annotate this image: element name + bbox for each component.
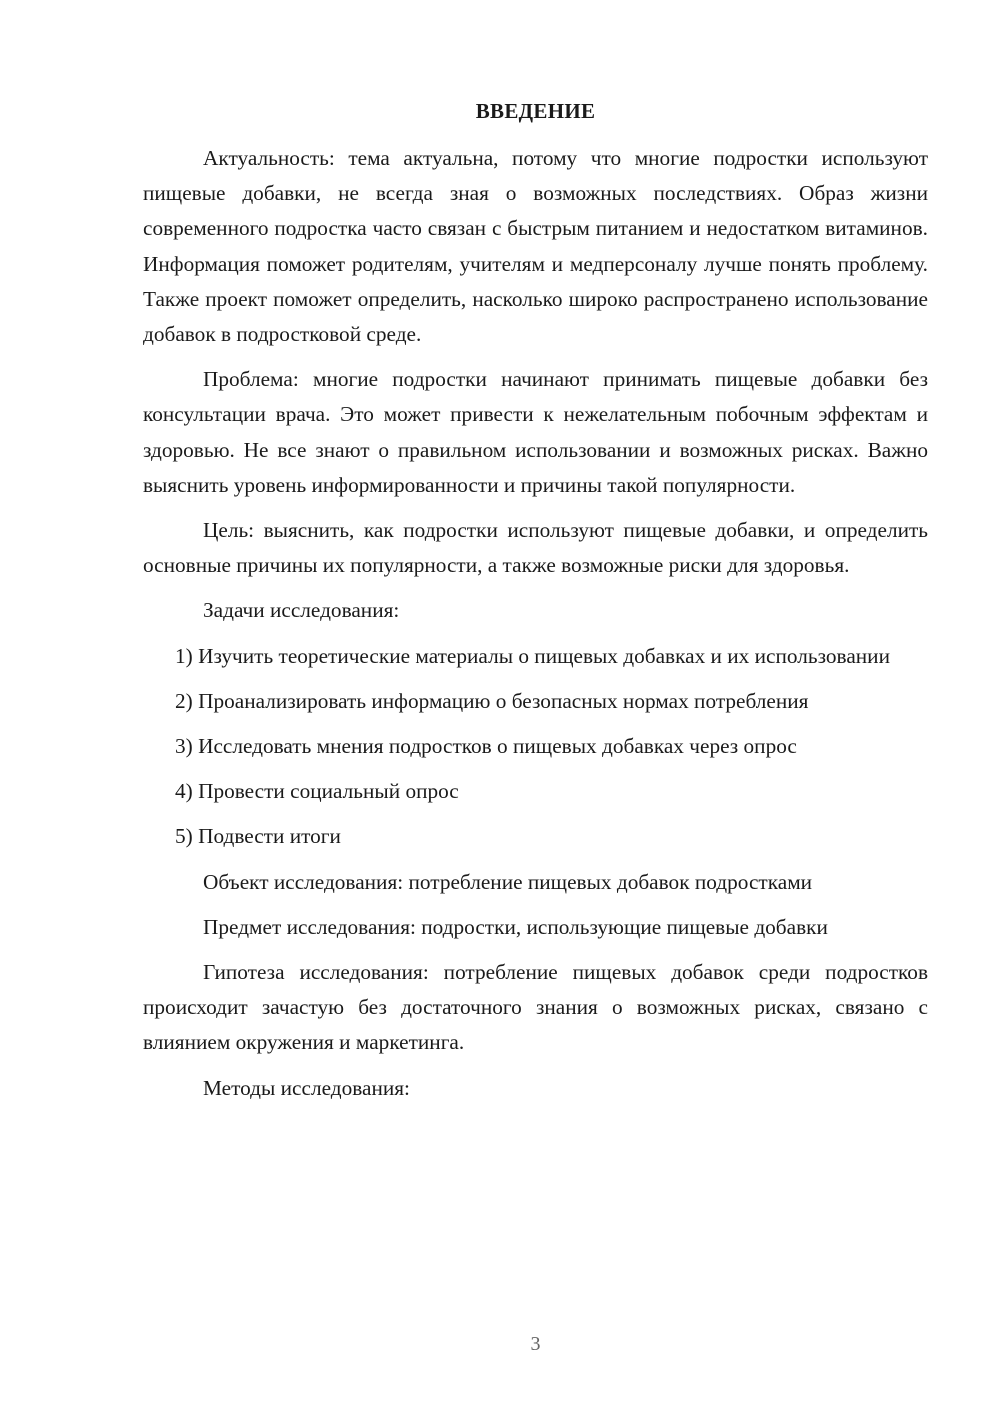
page-number: 3 xyxy=(530,1333,541,1355)
task-item: 3) Исследовать мнения подростков о пищевых добавках через опрос xyxy=(175,734,797,759)
task-item: 4) Провести социальный опрос xyxy=(175,779,459,804)
task-item: 1) Изучить теоретические материалы о пищевых добавках и их использовании xyxy=(175,643,890,668)
task-item: 5) Подвести итоги xyxy=(175,824,341,849)
hypothesis-paragraph: Гипотеза исследования: потребление пищевых добавок среди подростков происходит зачастую без достаточного знания о возможных рисках, связано с влиянием окружения и маркетинга. xyxy=(143,960,928,1055)
object-paragraph: Объект исследования: потребление пищевых добавок подростками xyxy=(203,869,813,894)
document-body xyxy=(143,141,928,1116)
task-item: 2) Проанализировать информацию о безопасных нормах потребления xyxy=(175,688,809,713)
relevance-paragraph: Актуальность: тема актуальна, потому что многие подростки используют пищевые добавки, не всегда зная о возможных последствиях. Образ жизни современного подростка часто связан с быстрым питанием и недостатком витаминов. Информация поможет родителям, учителям и медперсоналу лучше понять проблему. Также проект поможет определить, насколько широко распространено использование добавок в подростковой среде. xyxy=(143,146,928,347)
subject-paragraph: Предмет исследования: подростки, использующие пищевые добавки xyxy=(203,914,828,939)
problem-paragraph: Проблема: многие подростки начинают принимать пищевые добавки без консультации врача. Это может привести к нежелательным побочным эффектам и здоровью. Не все знают о правильном использовании и возможных рисках. Важно выяснить уровень информированности и причины такой популярности. xyxy=(143,367,928,497)
page-title: ВВЕДЕНИЕ xyxy=(475,99,596,123)
tasks-heading: Задачи исследования: xyxy=(203,598,400,623)
document-page xyxy=(143,0,928,1414)
methods-heading: Методы исследования: xyxy=(203,1075,410,1100)
goal-paragraph: Цель: выяснить, как подростки используют пищевые добавки, и определить основные причины их популярности, а также возможные риски для здоровья. xyxy=(143,518,928,578)
